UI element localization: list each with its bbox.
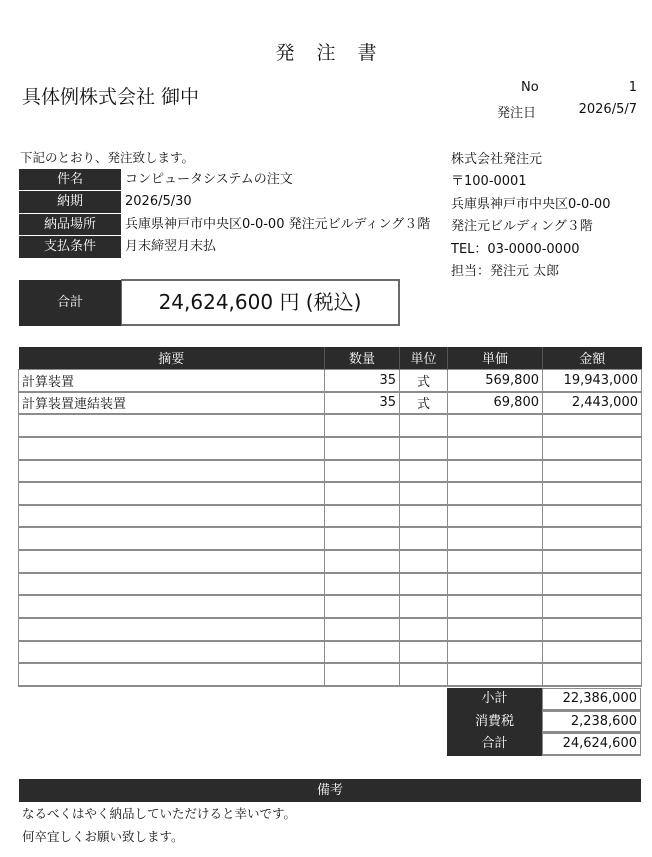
column-header-description: 摘要 <box>19 347 325 369</box>
cell-description <box>19 595 325 618</box>
remark-line: なるべくはやく納品していただけると幸いです。 <box>22 806 297 821</box>
order-info-table <box>19 168 430 258</box>
cell-unit <box>400 527 448 550</box>
cell-unit <box>400 618 448 641</box>
cell-quantity <box>325 641 400 664</box>
order-number-value: 1 <box>628 80 637 95</box>
table-row <box>19 505 642 528</box>
cell-description <box>19 641 325 664</box>
cell-description <box>19 460 325 483</box>
cell-description: 計算装置 <box>19 369 325 392</box>
cell-quantity <box>325 482 400 505</box>
table-row <box>19 527 642 550</box>
cell-unit: 式 <box>400 392 448 415</box>
cell-quantity: 35 <box>325 392 400 415</box>
summary-value: 2,238,600 <box>542 711 641 734</box>
column-header-quantity: 数量 <box>325 347 400 369</box>
cell-unit-price <box>448 505 543 528</box>
table-row <box>19 414 642 437</box>
info-value: 月末締翌月末払 <box>125 239 217 254</box>
sender-company: 株式会社発注元 <box>451 152 543 167</box>
document-title: 発注書 <box>275 42 399 64</box>
cell-unit <box>400 414 448 437</box>
order-number-label: No <box>521 80 539 95</box>
cell-quantity <box>325 460 400 483</box>
table-row <box>19 663 642 686</box>
info-label: 支払条件 <box>19 236 121 258</box>
info-row-subject <box>19 168 430 191</box>
summary-label: 小計 <box>447 688 542 711</box>
grand-total-label: 合計 <box>19 280 121 326</box>
cell-amount <box>543 573 642 596</box>
summary-value: 22,386,000 <box>542 688 641 711</box>
cell-amount <box>543 663 642 686</box>
info-label: 納期 <box>19 191 121 213</box>
cell-amount <box>543 595 642 618</box>
summary-label: 合計 <box>447 733 542 756</box>
cell-quantity <box>325 595 400 618</box>
table-row <box>19 641 642 664</box>
cell-description <box>19 505 325 528</box>
info-value: コンピュータシステムの注文 <box>125 171 293 187</box>
column-header-amount: 金額 <box>543 347 642 369</box>
cell-amount <box>543 437 642 460</box>
table-row <box>19 482 642 505</box>
table-row <box>19 618 642 641</box>
info-row-deadline <box>19 191 430 214</box>
cell-amount <box>543 641 642 664</box>
cell-unit <box>400 663 448 686</box>
sender-tel: TEL：03-0000-0000 <box>451 242 580 257</box>
cell-quantity <box>325 414 400 437</box>
cell-quantity <box>325 527 400 550</box>
table-row <box>19 550 642 573</box>
info-row-delivery-place <box>19 213 430 236</box>
sender-postal: 〒100-0001 <box>451 174 527 189</box>
cell-amount <box>543 618 642 641</box>
cell-quantity <box>325 618 400 641</box>
cell-amount <box>543 482 642 505</box>
info-label: 件名 <box>19 169 121 191</box>
intro-text: 下記のとおり、発注致します。 <box>20 150 195 165</box>
cell-amount: 19,943,000 <box>543 369 642 392</box>
grand-total-value: 24,624,600 円 (税込) <box>121 279 400 326</box>
cell-unit-price <box>448 663 543 686</box>
info-value: 2026/5/30 <box>125 194 192 209</box>
items-header-row <box>19 347 642 369</box>
column-header-unit: 単位 <box>400 347 448 369</box>
cell-unit-price <box>448 414 543 437</box>
table-row <box>19 369 642 392</box>
cell-unit <box>400 460 448 483</box>
cell-unit-price <box>448 527 543 550</box>
cell-unit-price <box>448 595 543 618</box>
table-row <box>19 595 642 618</box>
sender-address-1: 兵庫県神戸市中央区0-0-00 <box>451 197 611 212</box>
cell-amount <box>543 550 642 573</box>
cell-unit <box>400 595 448 618</box>
cell-description <box>19 437 325 460</box>
recipient-name: 具体例株式会社 御中 <box>22 86 200 108</box>
table-row <box>19 392 642 415</box>
order-date-label: 発注日 <box>497 106 537 121</box>
table-row <box>19 460 642 483</box>
cell-amount: 2,443,000 <box>543 392 642 415</box>
info-value: 兵庫県神戸市中央区0-0-00 発注元ビルディング３階 <box>125 216 431 232</box>
column-header-unit-price: 単価 <box>448 347 543 369</box>
remark-line: 何卒宜しくお願い致します。 <box>22 829 184 844</box>
table-row <box>19 437 642 460</box>
summary-row-tax <box>447 711 641 734</box>
cell-quantity <box>325 573 400 596</box>
items-table <box>18 347 642 687</box>
sender-address-2: 発注元ビルディング３階 <box>451 219 593 234</box>
cell-description <box>19 414 325 437</box>
cell-unit-price: 569,800 <box>448 369 543 392</box>
cell-unit-price <box>448 437 543 460</box>
cell-unit-price <box>448 573 543 596</box>
cell-description <box>19 663 325 686</box>
info-label: 納品場所 <box>19 214 121 236</box>
cell-amount <box>543 414 642 437</box>
cell-quantity: 35 <box>325 369 400 392</box>
order-date-value: 2026/5/7 <box>578 102 637 117</box>
summary-label: 消費税 <box>447 711 542 734</box>
cell-unit-price: 69,800 <box>448 392 543 415</box>
cell-unit <box>400 437 448 460</box>
cell-quantity <box>325 663 400 686</box>
cell-unit <box>400 550 448 573</box>
cell-unit-price <box>448 482 543 505</box>
cell-unit <box>400 573 448 596</box>
cell-unit-price <box>448 550 543 573</box>
cell-unit-price <box>448 460 543 483</box>
cell-description <box>19 527 325 550</box>
sender-person: 担当：発注元 太郎 <box>451 264 560 279</box>
cell-description <box>19 618 325 641</box>
cell-quantity <box>325 550 400 573</box>
table-row <box>19 573 642 596</box>
cell-unit <box>400 641 448 664</box>
cell-quantity <box>325 505 400 528</box>
cell-quantity <box>325 437 400 460</box>
cell-unit: 式 <box>400 369 448 392</box>
cell-unit <box>400 482 448 505</box>
cell-unit-price <box>448 641 543 664</box>
cell-amount <box>543 460 642 483</box>
summary-value: 24,624,600 <box>542 733 641 756</box>
cell-unit <box>400 505 448 528</box>
cell-description: 計算装置連結装置 <box>19 392 325 415</box>
summary-row-subtotal <box>447 688 641 711</box>
cell-description <box>19 550 325 573</box>
info-row-payment-terms <box>19 236 430 259</box>
remarks-header: 備考 <box>19 779 641 802</box>
summary-row-total <box>447 733 641 756</box>
cell-amount <box>543 527 642 550</box>
cell-description <box>19 573 325 596</box>
cell-amount <box>543 505 642 528</box>
cell-description <box>19 482 325 505</box>
cell-unit-price <box>448 618 543 641</box>
summary-block <box>447 688 641 756</box>
